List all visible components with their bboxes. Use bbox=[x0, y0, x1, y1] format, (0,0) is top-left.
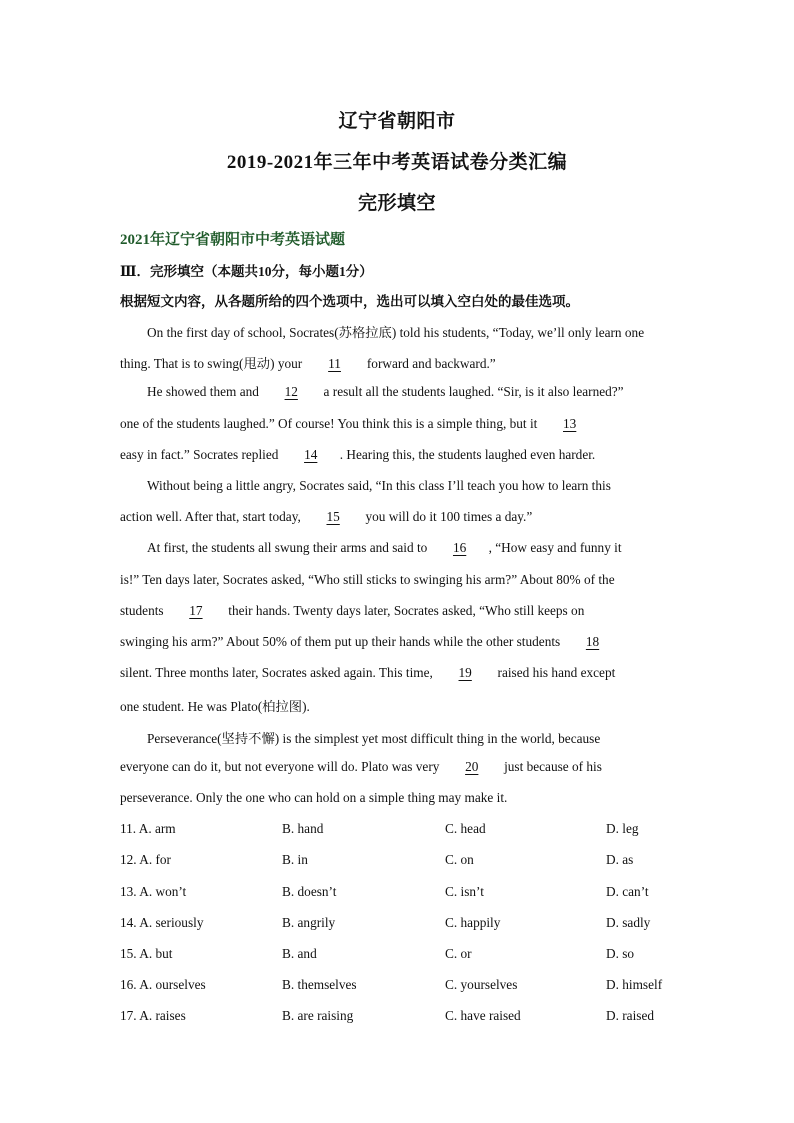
option-d: D. raised bbox=[606, 1008, 654, 1023]
option-d: D. so bbox=[606, 946, 635, 961]
passage-line: Perseverance(坚持不懈) is the simplest yet most difficult thing in the world, because bbox=[147, 731, 601, 746]
blank-20: 20 bbox=[465, 759, 479, 774]
option-c: C. isn’t bbox=[445, 884, 484, 899]
passage-text: , “How easy and funny it bbox=[488, 540, 622, 555]
option-b: B. and bbox=[282, 946, 317, 961]
blank-17: 17 bbox=[189, 603, 203, 618]
option-c: C. yourselves bbox=[445, 977, 518, 992]
option-b: B. in bbox=[282, 852, 308, 867]
passage-text: At first, the students all swung their arms and said to bbox=[147, 540, 431, 555]
option-row-17 bbox=[120, 1008, 680, 1028]
passage-text: students bbox=[120, 603, 167, 618]
passage-text: forward and backward.” bbox=[363, 356, 496, 371]
option-c: C. or bbox=[445, 946, 472, 961]
passage-line bbox=[147, 540, 707, 556]
option-b: B. hand bbox=[282, 821, 324, 836]
passage-text: . Hearing this, the students laughed even harder. bbox=[339, 447, 596, 462]
passage-line: On the first day of school, Socrates(苏格拉底) told his students, “Today, we’ll only learn one bbox=[147, 325, 645, 340]
passage-line bbox=[120, 447, 680, 463]
passage-line: one student. He was Plato(柏拉图). bbox=[120, 699, 310, 714]
passage-line bbox=[147, 384, 707, 400]
passage-line bbox=[120, 634, 680, 650]
option-b: B. angrily bbox=[282, 915, 336, 930]
option-b: B. doesn’t bbox=[282, 884, 337, 899]
option-a: 12. A. for bbox=[120, 852, 171, 867]
option-row-16 bbox=[120, 977, 680, 997]
option-d: D. can’t bbox=[606, 884, 649, 899]
blank-16: 16 bbox=[452, 540, 467, 555]
option-row-12 bbox=[120, 852, 680, 872]
section-title: 2021年辽宁省朝阳市中考英语试题 bbox=[120, 232, 346, 248]
passage-text: thing. That is to swing(甩动) your bbox=[120, 356, 306, 371]
option-c: C. on bbox=[445, 852, 474, 867]
doc-title-main: 2019-2021年三年中考英语试卷分类汇编 bbox=[226, 152, 568, 173]
passage-text: silent. Three months later, Socrates asked again. This time, bbox=[120, 665, 437, 680]
blank-12: 12 bbox=[284, 384, 298, 399]
part-heading: Ⅲ．完形填空（本题共10分，每小题1分） bbox=[120, 264, 373, 279]
option-row-14 bbox=[120, 915, 680, 935]
passage-text: you will do it 100 times a day.” bbox=[362, 509, 533, 524]
option-d: D. sadly bbox=[606, 915, 651, 930]
passage-text: their hands. Twenty days later, Socrates asked, “Who still keeps on bbox=[224, 603, 585, 618]
option-c: C. happily bbox=[445, 915, 501, 930]
option-a: 17. A. raises bbox=[120, 1008, 186, 1023]
passage-line bbox=[120, 603, 680, 619]
option-a: 14. A. seriously bbox=[120, 915, 204, 930]
passage-line: perseverance. Only the one who can hold on a simple thing may make it. bbox=[120, 790, 508, 805]
blank-18: 18 bbox=[585, 634, 600, 649]
passage-text: everyone can do it, but not everyone will do. Plato was very bbox=[120, 759, 443, 774]
blank-13: 13 bbox=[563, 416, 577, 431]
passage-line bbox=[120, 416, 680, 432]
blank-15: 15 bbox=[326, 509, 340, 524]
doc-title-topic: 完形填空 bbox=[357, 193, 436, 214]
blank-19: 19 bbox=[458, 665, 472, 680]
passage-line bbox=[120, 759, 680, 775]
passage-line bbox=[120, 509, 680, 525]
option-c: C. have raised bbox=[445, 1008, 521, 1023]
passage-line bbox=[120, 353, 680, 372]
option-a: 16. A. ourselves bbox=[120, 977, 206, 992]
option-d: D. as bbox=[606, 852, 634, 867]
option-row-15 bbox=[120, 946, 680, 966]
option-b: B. are raising bbox=[282, 1008, 354, 1023]
option-a: 13. A. won’t bbox=[120, 884, 187, 899]
doc-title-region: 辽宁省朝阳市 bbox=[338, 111, 456, 132]
option-row-13 bbox=[120, 884, 680, 904]
passage-text: action well. After that, start today, bbox=[120, 509, 305, 524]
passage-text: just because of his bbox=[500, 759, 602, 774]
passage-text: He showed them and bbox=[147, 384, 263, 399]
blank-14: 14 bbox=[304, 447, 318, 462]
passage-text: easy in fact.” Socrates replied bbox=[120, 447, 282, 462]
instruction-text: 根据短文内容，从各题所给的四个选项中，选出可以填入空白处的最佳选项。 bbox=[120, 294, 579, 309]
blank-11: 11 bbox=[328, 356, 341, 371]
option-a: 15. A. but bbox=[120, 946, 173, 961]
passage-line bbox=[120, 665, 680, 681]
passage-line: Without being a little angry, Socrates said, “In this class I’ll teach you how to learn this bbox=[147, 478, 611, 493]
passage-text: one of the students laughed.” Of course! You think this is a simple thing, but it bbox=[120, 416, 541, 431]
option-d: D. himself bbox=[606, 977, 663, 992]
option-row-11 bbox=[120, 821, 680, 841]
option-a: 11. A. arm bbox=[120, 821, 176, 836]
option-b: B. themselves bbox=[282, 977, 357, 992]
option-d: D. leg bbox=[606, 821, 639, 836]
passage-text: swinging his arm?” About 50% of them put up their hands while the other students bbox=[120, 634, 564, 649]
passage-text: raised his hand except bbox=[494, 665, 616, 680]
option-c: C. head bbox=[445, 821, 486, 836]
passage-text: a result all the students laughed. “Sir, is it also learned?” bbox=[320, 384, 624, 399]
passage-line: is!” Ten days later, Socrates asked, “Who still sticks to swinging his arm?” About 80% of the bbox=[120, 572, 615, 587]
